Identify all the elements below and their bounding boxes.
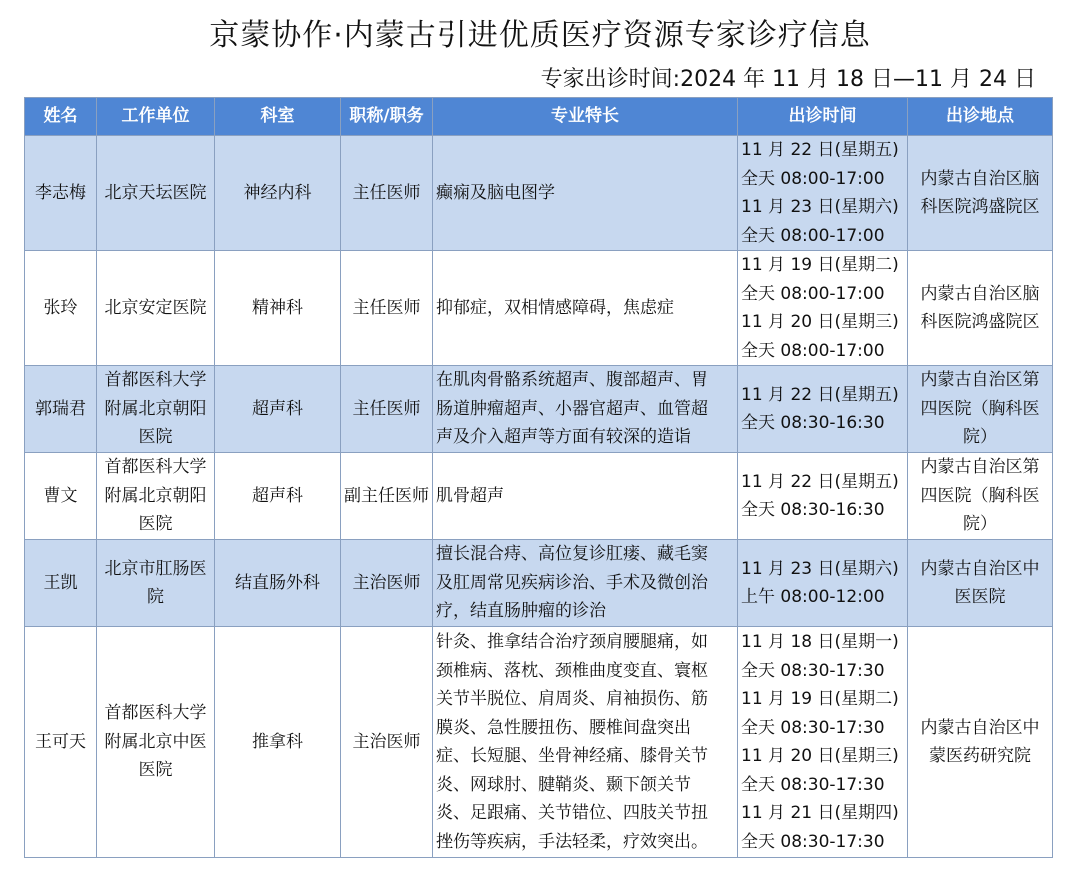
cell-specialty-line: 炎、足跟痛、关节错位、四肢关节扭: [436, 803, 708, 823]
cell-name: 王凯: [25, 540, 97, 627]
page-title: 京蒙协作·内蒙古引进优质医疗资源专家诊疗信息: [209, 18, 871, 53]
cell-schedule: [738, 453, 908, 540]
cell-schedule-line: 11 月 20 日(星期三): [741, 746, 899, 766]
cell-location: [908, 540, 1053, 627]
cell-unit: [97, 453, 215, 540]
cell-location-line: 蒙医药研究院: [929, 746, 1031, 766]
cell-specialty-line: 炎、网球肘、腱鞘炎、颞下颌关节: [436, 774, 691, 795]
cell-position: 主治医师: [341, 540, 433, 627]
table-header-row: [25, 98, 1053, 136]
header-location: 出诊地点: [908, 98, 1053, 136]
cell-schedule: [738, 366, 908, 453]
cell-location-line: 院）: [963, 514, 997, 535]
cell-unit: [97, 136, 215, 251]
cell-specialty-line: 疗，结直肠肿瘤的诊治: [436, 601, 606, 622]
table-row: [25, 136, 1053, 251]
header-schedule: 出诊时间: [738, 98, 908, 136]
cell-location: [908, 627, 1053, 858]
cell-specialty: [433, 627, 738, 858]
cell-schedule-line: 全天 08:00-17:00: [741, 340, 885, 361]
cell-dept: 推拿科: [215, 627, 341, 858]
cell-schedule-line: 11 月 22 日(星期五): [741, 140, 899, 160]
cell-schedule-line: 11 月 19 日(星期二): [741, 689, 899, 709]
cell-schedule: [738, 251, 908, 366]
cell-specialty-line: 挫伤等疾病，手法轻柔，疗效突出。: [436, 831, 708, 852]
cell-location: [908, 136, 1053, 251]
cell-name: 李志梅: [25, 136, 97, 251]
cell-schedule: [738, 627, 908, 858]
cell-schedule-line: 全天 08:30-17:30: [741, 831, 885, 852]
cell-schedule-line: 全天 08:00-17:00: [741, 225, 885, 246]
header-specialty: 专业特长: [433, 98, 738, 136]
cell-unit-line: 首都医科大学: [104, 457, 207, 478]
cell-specialty-line: 声及介入超声等方面有较深的造诣: [436, 427, 691, 448]
cell-schedule-line: 11 月 22 日(星期五): [741, 471, 899, 492]
cell-dept: 精神科: [215, 251, 341, 366]
cell-unit-line: 北京天坛医院: [104, 182, 207, 203]
cell-location-line: 内蒙古自治区中: [920, 717, 1040, 738]
cell-schedule-line: 全天 08:30-17:30: [741, 660, 885, 681]
cell-location-line: 科医院鸿盛院区: [920, 197, 1040, 217]
cell-name: 郭瑞君: [25, 366, 97, 453]
cell-location-line: 内蒙古自治区第: [920, 457, 1040, 478]
clinic-period: 专家出诊时间:2024 年 11 月 18 日—11 月 24 日: [540, 67, 1036, 92]
cell-dept: 超声科: [215, 366, 341, 453]
header-unit: 工作单位: [97, 98, 215, 136]
cell-specialty-line: 颈椎病、落枕、颈椎曲度变直、寰枢: [436, 660, 708, 681]
cell-specialty-line: 肌骨超声: [436, 485, 504, 506]
cell-unit: [97, 540, 215, 627]
cell-specialty-line: 癫痫及脑电图学: [436, 182, 555, 203]
table-body: [25, 136, 1053, 858]
expert-schedule-table: [24, 97, 1053, 858]
cell-specialty-line: 擅长混合痔、高位复诊肛瘘、藏毛窦: [436, 544, 708, 565]
cell-location-line: 内蒙古自治区中: [920, 558, 1040, 579]
header-position: 职称/职务: [341, 98, 433, 136]
cell-location-line: 四医院（胸科医: [920, 485, 1040, 506]
cell-unit-line: 医院: [138, 427, 173, 448]
cell-specialty-line: 针灸、推拿结合治疗颈肩腰腿痛，如: [436, 632, 708, 652]
cell-specialty-line: 肠道肿瘤超声、小器官超声、血管超: [436, 398, 708, 419]
cell-location-line: 院）: [963, 427, 997, 448]
cell-location-line: 内蒙古自治区脑: [920, 168, 1040, 189]
cell-schedule-line: 全天 08:30-16:30: [741, 413, 885, 433]
cell-schedule: [738, 540, 908, 627]
cell-unit: [97, 251, 215, 366]
table-row: [25, 453, 1053, 540]
table-row: [25, 540, 1053, 627]
cell-specialty: [433, 540, 738, 627]
cell-unit-line: 院: [147, 587, 164, 607]
cell-specialty-line: 膜炎、急性腰扭伤、腰椎间盘突出: [436, 717, 691, 738]
header-name: 姓名: [25, 98, 97, 136]
header-dept: 科室: [215, 98, 341, 136]
cell-name: 王可天: [25, 627, 97, 858]
cell-schedule-line: 全天 08:30-16:30: [741, 500, 885, 520]
cell-schedule-line: 全天 08:30-17:30: [741, 717, 885, 738]
cell-dept: 结直肠外科: [215, 540, 341, 627]
cell-unit: [97, 366, 215, 453]
cell-schedule: [738, 136, 908, 251]
cell-unit-line: 附属北京朝阳: [104, 398, 207, 419]
table-row: [25, 366, 1053, 453]
cell-schedule-line: 上午 08:00-12:00: [741, 587, 885, 607]
cell-location: [908, 366, 1053, 453]
cell-schedule-line: 全天 08:00-17:00: [741, 283, 885, 304]
cell-name: 张玲: [25, 251, 97, 366]
cell-schedule-line: 全天 08:30-17:30: [741, 774, 885, 795]
cell-unit-line: 附属北京朝阳: [104, 485, 207, 506]
cell-specialty: [433, 136, 738, 251]
cell-specialty-line: 关节半脱位、肩周炎、肩袖损伤、筋: [436, 689, 708, 709]
cell-position: 主治医师: [341, 627, 433, 858]
cell-schedule-line: 11 月 21 日(星期四): [741, 803, 899, 823]
cell-schedule-line: 11 月 22 日(星期五): [741, 384, 899, 405]
cell-schedule-line: 11 月 20 日(星期三): [741, 312, 899, 332]
cell-specialty-line: 症、长短腿、坐骨神经痛、膝骨关节: [436, 746, 708, 766]
cell-unit-line: 医院: [138, 514, 173, 535]
cell-specialty: [433, 366, 738, 453]
cell-schedule-line: 11 月 18 日(星期一): [741, 632, 899, 652]
cell-specialty: [433, 251, 738, 366]
cell-schedule-line: 全天 08:00-17:00: [741, 168, 885, 189]
cell-location: [908, 251, 1053, 366]
cell-specialty-line: 在肌肉骨骼系统超声、腹部超声、胃: [436, 370, 708, 391]
cell-unit-line: 附属北京中医: [104, 731, 207, 752]
cell-location-line: 医医院: [954, 587, 1006, 607]
cell-unit: [97, 627, 215, 858]
cell-dept: 神经内科: [215, 136, 341, 251]
cell-specialty-line: 抑郁症，双相情感障碍，焦虑症: [436, 297, 674, 318]
cell-schedule-line: 11 月 23 日(星期六): [741, 197, 899, 217]
cell-location-line: 内蒙古自治区第: [920, 370, 1040, 391]
cell-unit-line: 医院: [138, 760, 173, 781]
cell-location-line: 科医院鸿盛院区: [920, 312, 1040, 332]
cell-unit-line: 首都医科大学: [104, 703, 207, 724]
cell-position: 主任医师: [341, 366, 433, 453]
cell-unit-line: 北京市肛肠医: [104, 558, 207, 579]
cell-location-line: 内蒙古自治区脑: [920, 283, 1040, 304]
table-row: [25, 251, 1053, 366]
cell-unit-line: 首都医科大学: [104, 370, 207, 391]
cell-schedule-line: 11 月 19 日(星期二): [741, 255, 899, 275]
cell-position: 主任医师: [341, 251, 433, 366]
cell-dept: 超声科: [215, 453, 341, 540]
cell-schedule-line: 11 月 23 日(星期六): [741, 558, 899, 579]
cell-specialty-line: 及肛周常见疾病诊治、手术及微创治: [436, 572, 708, 593]
cell-location-line: 四医院（胸科医: [920, 398, 1040, 419]
table-row: [25, 627, 1053, 858]
cell-unit-line: 北京安定医院: [104, 297, 207, 318]
cell-location: [908, 453, 1053, 540]
cell-name: 曹文: [25, 453, 97, 540]
cell-position: 主任医师: [341, 136, 433, 251]
cell-position: 副主任医师: [341, 453, 433, 540]
cell-specialty: [433, 453, 738, 540]
